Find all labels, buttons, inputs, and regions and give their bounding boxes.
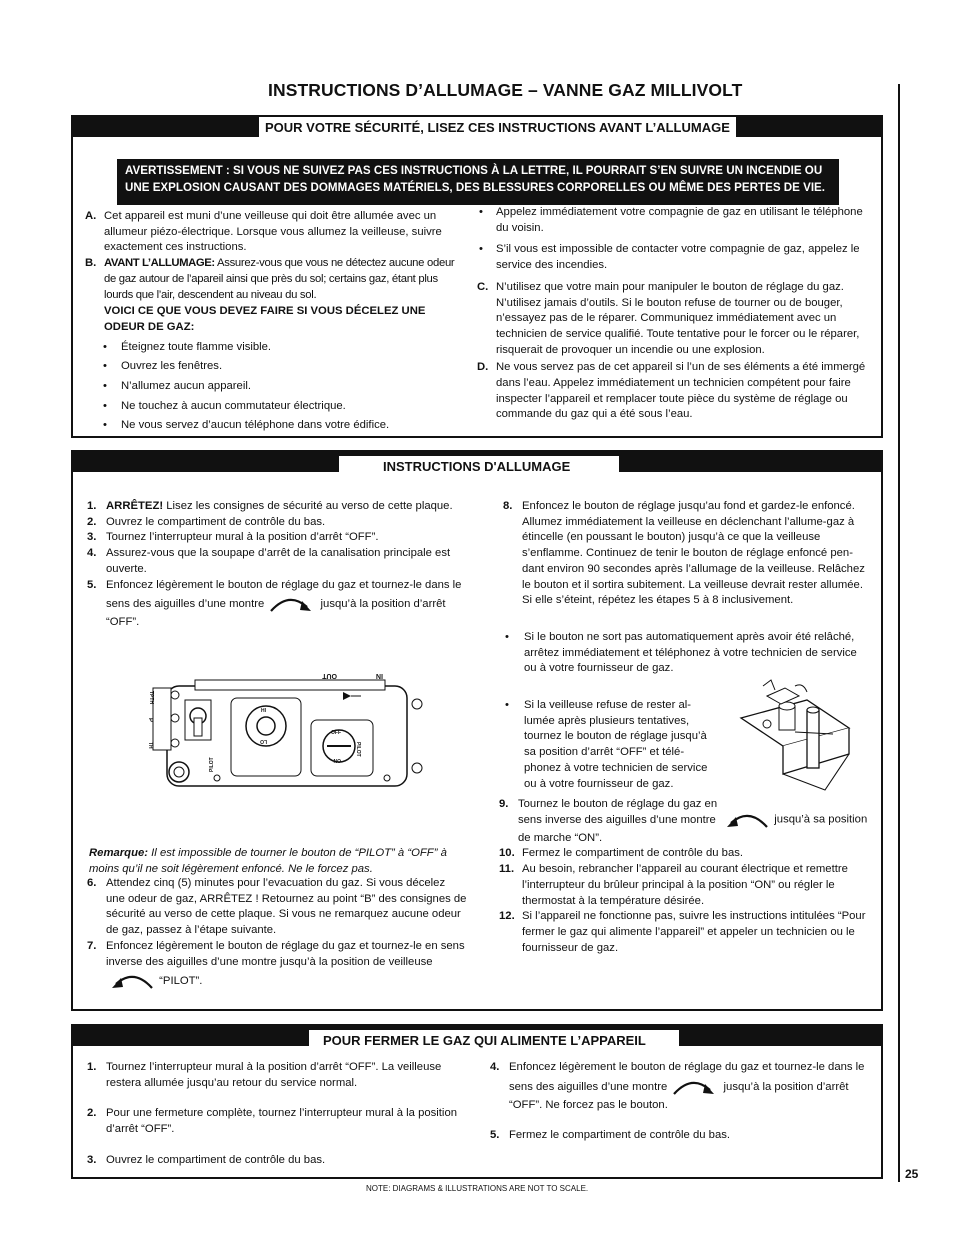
list-item: • Appelez immédiatement votre compagnie de gaz en utilisant le téléphone du voisin. xyxy=(477,205,869,236)
list-item: • Si la veilleuse refuse de rester allumée après plusieurs tentatives, tournez le bouton de réglage jusqu’à sa position d’arrêt “OFF” et téléphonez à votre technicien de service ou à votre fournisseur de gaz. xyxy=(503,698,712,792)
valve-in-label: IN xyxy=(376,672,383,679)
valve-pilot-label: PILOT xyxy=(355,742,361,757)
safety-header: POUR VOTRE SÉCURITÉ, LISEZ CES INSTRUCTIONS AVANT L’ALLUMAGE xyxy=(259,117,736,138)
list-item: • Ne vous servez d’aucun téléphone dans votre édifice. xyxy=(85,418,467,434)
step-2: 2. Ouvrez le compartiment de contrôle du bas. xyxy=(87,515,326,528)
safety-section xyxy=(71,115,883,438)
safety-right-column xyxy=(477,205,869,423)
step-3: 3. Tournez l’interrupteur mural à la position d’arrêt “OFF”. xyxy=(87,531,379,544)
step-9: 9. Tournez le bouton de réglage du gaz en sens inverse des aiguilles d’une montre jusqu’à sa position de marche “ON”. xyxy=(499,798,868,844)
step-11: 11. Au besoin, rebrancher l’appareil au courant électrique et remettre l’interrupteur du brûleur principal à la position “ON” ou régler le thermostat à la température désirée. xyxy=(499,863,848,907)
step-7: 7. Enfoncez légèrement le bouton de réglage du gaz et tournez-le en sens inverse des aiguilles d’une montre jusqu’à la position de veilleuse “PILOT”. xyxy=(87,939,467,992)
safety-left-column xyxy=(85,209,467,434)
page-right-rule xyxy=(898,84,900,1182)
footer-note: NOTE: DIAGRAMS & ILLUSTRATIONS ARE NOT TO SCALE. xyxy=(366,1184,589,1193)
counterclockwise-arrow-icon xyxy=(721,809,771,831)
lighting-section xyxy=(71,450,883,1011)
list-item: • N’allumez aucun appareil. xyxy=(85,379,467,395)
valve-hi-label: HI xyxy=(261,708,266,714)
step-8: 8. Enfoncez le bouton de réglage jusqu’au fond et gardez-le enfoncé. Allumez immédiatement la veilleuse en déclenchant l’allume-gaz à étincelle (en poussant le bouton) jusqu’à ce que la veilleuse s’enflamme. Continuez de tenir le bouton de réglage enfoncé pendant environ 90 secondes après l’allumage de la veilleuse. Relâchez le bouton et il sortira subitement. La veilleuse devrait rester allumée. Si elle s’éteint, répétez les étapes 5 à 8 inclusivement. xyxy=(503,500,865,607)
shutoff-step-2: 2. Pour une fermeture complète, tournez l’interrupteur mural à la position d’arrêt “OFF”. xyxy=(87,1107,458,1136)
shutoff-header: POUR FERMER LE GAZ QUI ALIMENTE L’APPAREIL xyxy=(309,1030,679,1051)
safety-item-c: C. N’utilisez que votre main pour manipuler le bouton de réglage du gaz. N’utilisez jamais d’outils. Si le bouton refuse de tourner ou de bouger, n’essayez pas de le réparer. Communiquez immédiatement avec un technicien de service qualifié. Toute tentative pour le forcer ou le réparer, risquerait de provoquer un incendie ou une explosion. xyxy=(477,280,860,356)
list-item: • Éteignez toute flamme visible. xyxy=(85,340,467,356)
valve-off-label: OFF xyxy=(331,730,341,736)
step-6: 6. Attendez cinq (5) minutes pour l’evacuation du gaz. Si vous décelez une odeur de gaz, ARRÊTEZ ! Retournez au point “B” des consignes de sécurité au verso de cette plaque. Si vous ne remarquez aucune odeur de gaz, passez à l’étape suivante. xyxy=(87,877,467,937)
list-item: • Si le bouton ne sort pas automatiquement après avoir été relâché, arrêtez immédiatement et téléphonez à votre technicien de service ou à votre fournisseur de gaz. xyxy=(503,630,869,677)
step-10: 10. Fermez le compartiment de contrôle du bas. xyxy=(499,847,744,860)
remark: Remarque: Il est impossible de tourner le bouton de “PILOT” à “OFF” à moins qu’il ne soit légèrement enfoncé. Ne le forcez pas. xyxy=(89,847,447,875)
valve-on-label: ON xyxy=(333,757,341,763)
step-5: 5. Enfoncez légèrement le bouton de réglage du gaz et tournez-le dans le sens des aiguilles d’une montre jusqu’à la position d’arrêt “OFF”. xyxy=(87,578,462,629)
shutoff-right-column xyxy=(490,1060,868,1144)
clockwise-arrow-icon xyxy=(670,1076,720,1098)
valve-lo-label: LO xyxy=(260,738,267,744)
safety-item-a: A. Cet appareil est muni d’une veilleuse qui doit être allumée avec un allumeur piézo-électrique. Lorsque vous allumez la veilleuse, suivre exactement ces instructions. xyxy=(85,210,442,254)
list-item: • S’il vous est impossible de contacter votre compagnie de gaz, appelez le service des incendies. xyxy=(477,242,869,273)
shutoff-step-3: 3. Ouvrez le compartiment de contrôle du bas. xyxy=(87,1153,326,1166)
safety-item-b: B. AVANT L’ALLUMAGE: Assurez-vous que vous ne détectez aucune odeur de gaz autour de l’apareil ainsi que près du sol; certains gaz, étant plus lourds que l’air, descendent au niveau du sol. VOICI CE QUE VOUS DEVEZ FAIRE SI VOUS DÉCELEZ UNE ODEUR DE GAZ: xyxy=(85,256,467,336)
step-4: 4. Assurez-vous que la soupape d’arrêt de la canalisation principale est ouverte. xyxy=(87,547,451,575)
step-1: 1. ARRÊTEZ! Lisez les consignes de sécurité au verso de cette plaque. xyxy=(87,500,453,512)
counterclockwise-arrow-icon xyxy=(106,970,156,992)
shutoff-step-5: 5. Fermez le compartiment de contrôle du bas. xyxy=(490,1129,731,1142)
pilot-assembly-illustration xyxy=(737,678,867,798)
page-number: 25 xyxy=(905,1167,919,1181)
step-12: 12. Si l’appareil ne fonctionne pas, suivre les instructions intitulées “Pour fermer le gaz qui alimente l’appareil” et appeler un technicien ou le fournisseur de gaz. xyxy=(499,910,866,954)
valve-out-label: OUT xyxy=(322,672,337,679)
page-title: INSTRUCTIONS D’ALLUMAGE – VANNE GAZ MILLIVOLT xyxy=(268,80,743,100)
lighting-right-lower xyxy=(499,797,869,956)
shutoff-section xyxy=(71,1024,883,1179)
warning-banner: AVERTISSEMENT : SI VOUS NE SUIVEZ PAS CES INSTRUCTIONS À LA LETTRE, IL POURRAIT S’EN SUIVRE UN INCENDIE OU UNE EXPLOSION CAUSANT DES DOMMAGES MATÉRIELS, DES BLESSURES CORPORELLES OU MÊME DES PERTES DE VIE. xyxy=(117,159,839,205)
lighting-left-column xyxy=(87,499,467,631)
valve-pilot-port-label: PILOT xyxy=(209,757,215,772)
list-item: • Ne touchez à aucun commutateur électrique. xyxy=(85,399,467,415)
gas-valve-diagram xyxy=(147,668,467,798)
list-item: • Ouvrez les fenêtres. xyxy=(85,359,467,375)
gas-odor-heading: VOICI CE QUE VOUS DEVEZ FAIRE SI VOUS DÉCELEZ UNE ODEUR DE GAZ: xyxy=(104,305,426,333)
valve-p-label: P xyxy=(147,718,153,723)
shutoff-step-4: 4. Enfoncez légèrement le bouton de réglage du gaz et tournez-le dans le sens des aiguilles d’une montre jusqu’à la position d’arrêt “OFF”. Ne forcez pas le bouton. xyxy=(490,1061,865,1111)
clockwise-arrow-icon xyxy=(267,593,317,615)
shutoff-step-1: 1. Tournez l’interrupteur mural à la position d’arrêt “OFF”. La veilleuse restera allumée jusqu’au retour du service normal. xyxy=(87,1061,442,1089)
valve-tpth-label: TPTH xyxy=(148,691,154,705)
valve-th-label: TH xyxy=(147,742,153,749)
safety-item-d: D. Ne vous servez pas de cet appareil si l’un de ses éléments a été immergé dans l’eau. Appelez immédiatement un technicien compétent pour faire inspecter l’appareil et remplacer toute pièce du système de réglage ou commande du gaz qui a été sous l’eau. xyxy=(477,361,866,421)
shutoff-left-column xyxy=(87,1060,467,1169)
lighting-left-lower xyxy=(87,876,467,992)
lighting-header: INSTRUCTIONS D'ALLUMAGE xyxy=(339,456,619,477)
